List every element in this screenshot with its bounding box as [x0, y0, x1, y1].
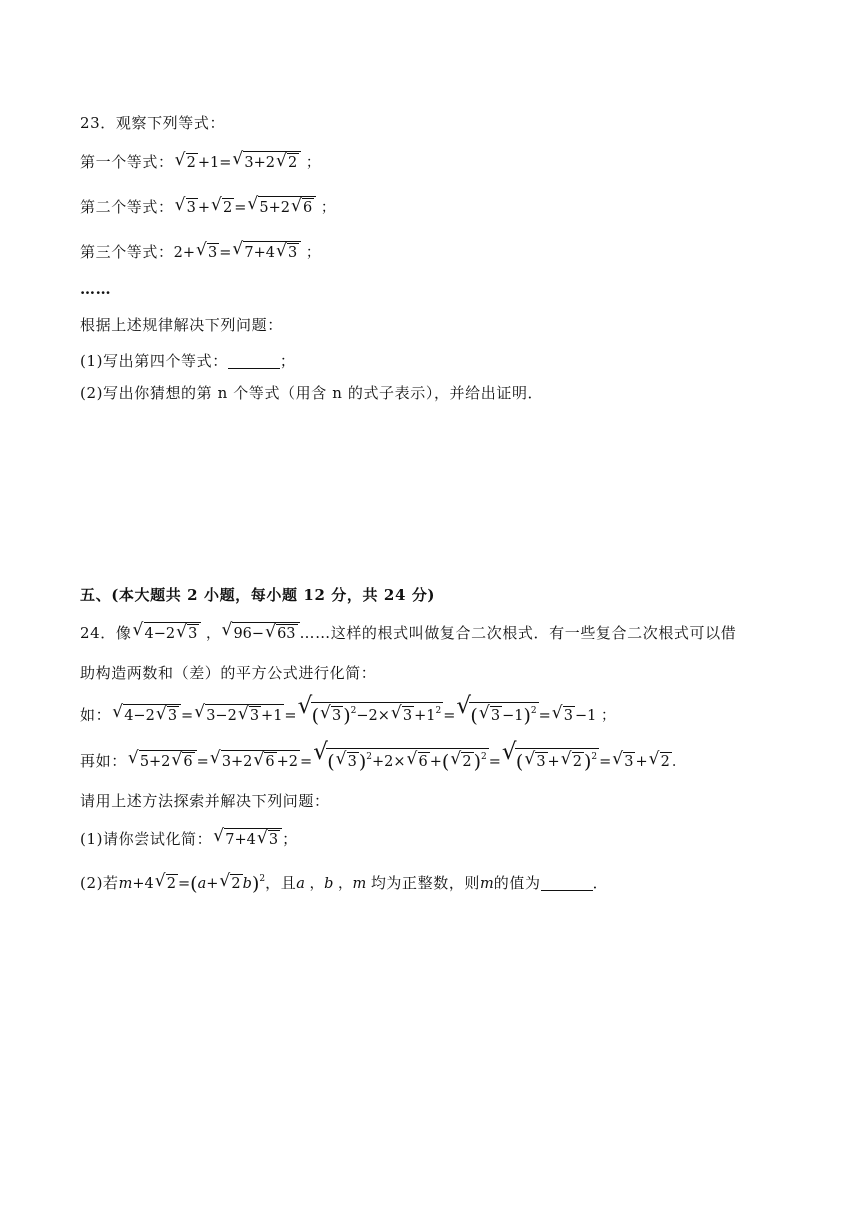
equation-formula: √ 2 +1=√ 3+2√ 2 ； [174, 155, 321, 171]
q24-example-1 [80, 702, 615, 727]
q24-intro-line-2: 助构造两数和（差）的平方公式进行化简： [80, 664, 377, 682]
q23-equation-3 [80, 241, 320, 264]
part-middle: ，且 [265, 874, 297, 892]
part-period: ． [592, 874, 609, 892]
part-formula: m+4√ 2 =(a+√ 2 b)$^2$ [119, 876, 265, 892]
section-heading: 五、(本大题共 2 小题，每小题 12 分，共 24 分) [80, 586, 436, 604]
answer-blank[interactable] [541, 876, 593, 891]
equation-label: 第三个等式： [80, 243, 174, 261]
intro-suffix: ……这样的根式叫做复合二次根式．有一些复合二次根式可以借 [299, 624, 737, 642]
part-text: (2)若 [80, 874, 119, 892]
q24-intro [80, 622, 736, 645]
variables-list: a ，b ，m [296, 876, 367, 892]
part-end: ； [279, 352, 296, 370]
q23-title: 23．观察下列等式： [80, 114, 226, 132]
part-tail: 均为正整数，则 [370, 874, 481, 892]
part-text: (1)请你尝试化简： [80, 830, 213, 848]
q23-part-1 [80, 350, 295, 372]
part-text: (1)写出第四个等式： [80, 352, 228, 370]
equation-label: 第一个等式： [80, 153, 174, 171]
variable-m: m [480, 876, 494, 892]
example-formula: √ 4−2√ 3 =√ 3−2√ 3 +1 =√ (√ 3 )$^2$−2×√ $3 +1^2$ =√ (√ 3 −1)$^2$ =√ 3 −1 ； [111, 708, 615, 724]
q23-part-2: (2)写出你猜想的第 n 个等式（用含 n 的式子表示），并给出证明． [80, 384, 544, 402]
q23-equation-2 [80, 196, 335, 219]
answer-blank[interactable] [228, 354, 280, 369]
q24-example-2 [80, 748, 686, 773]
equation-formula: 2+√ 3 =√ 7+4√ 3 ； [174, 245, 321, 261]
example-label: 如： [80, 706, 112, 724]
part-end: 的值为 [493, 874, 541, 892]
intro-formula: √ 4−2√ 3 ，√ 96−√ 63 [132, 626, 300, 642]
example-formula: √ 5+2√ 6 =√ 3+2√ 6 +2 =√ (√ 3 )$^2$+2×√ 6 +(√ 2 )$^2$ =√ (√ 3 +√ 2 )$^2$ =√ 3 +√ 2 ． [127, 754, 687, 770]
example-label: 再如： [80, 752, 127, 770]
q24-instruction: 请用上述方法探索并解决下列问题： [80, 792, 330, 810]
equation-formula: √ 3 +√ 2 =√ 5+2√ 6 ； [174, 200, 336, 216]
equation-label: 第二个等式： [80, 198, 174, 216]
intro-prefix: 24．像 [80, 624, 132, 642]
q23-ellipsis: …… [80, 280, 112, 298]
q23-equation-1 [80, 151, 320, 174]
q24-part-1 [80, 828, 298, 851]
part-formula: √ 7+4√ 3 [212, 832, 282, 848]
q23-instruction: 根据上述规律解决下列问题： [80, 316, 283, 334]
part-end: ； [282, 830, 298, 848]
q24-part-2 [80, 872, 608, 895]
